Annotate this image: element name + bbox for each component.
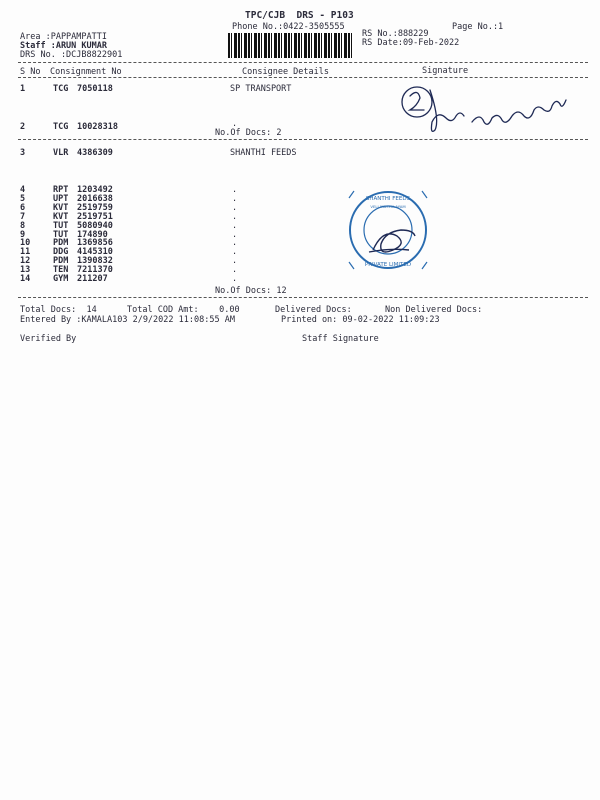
svg-text:PRIVATE LIMITED: PRIVATE LIMITED bbox=[364, 262, 412, 268]
divider bbox=[18, 62, 588, 63]
docs-count: No.Of Docs: 2 bbox=[215, 128, 282, 138]
row-sno: 8 bbox=[20, 220, 26, 231]
row-code: DDG bbox=[53, 247, 69, 258]
document-title: TPC/CJB DRS - P103 bbox=[245, 10, 354, 21]
row-code: PDM bbox=[53, 256, 69, 267]
row-sno: 2 bbox=[20, 122, 26, 132]
row-sno: 3 bbox=[20, 148, 26, 158]
row-number: 4145310 bbox=[77, 247, 113, 258]
row-sno: 1 bbox=[20, 84, 26, 94]
area-label: Area :PAPPAMPATTI bbox=[20, 32, 107, 42]
row-code: TUT bbox=[53, 220, 69, 231]
docs-count: No.Of Docs: 12 bbox=[215, 286, 287, 296]
row-number: 1369856 bbox=[77, 238, 113, 249]
verified-by: Verified By bbox=[20, 334, 77, 344]
row-sno: 4 bbox=[20, 185, 26, 195]
row-sno: 13 bbox=[20, 265, 31, 276]
divider bbox=[18, 297, 588, 298]
row-number: 5080940 bbox=[77, 220, 113, 231]
drs-number: DRS No. :DCJB8822901 bbox=[20, 50, 123, 60]
row-code: RPT bbox=[53, 185, 69, 195]
row-sno: 11 bbox=[20, 247, 31, 258]
row-code: TUT bbox=[53, 229, 69, 240]
row-dot: . bbox=[232, 256, 238, 267]
row-number: 4386309 bbox=[77, 148, 113, 158]
row-code: TEN bbox=[53, 265, 69, 276]
rs-number: RS No.:888229 bbox=[362, 29, 429, 39]
phone-number: Phone No.:0422-3505555 bbox=[232, 22, 345, 32]
row-sno: 14 bbox=[20, 274, 31, 284]
row-dot: . bbox=[232, 247, 238, 258]
consignee-name: SHANTHI FEEDS bbox=[230, 148, 297, 158]
row-sno: 9 bbox=[20, 229, 26, 240]
row-number: 7050118 bbox=[77, 84, 113, 94]
entered-by: Entered By :KAMALA103 2/9/2022 11:08:55 AM bbox=[20, 315, 235, 325]
total-cod: Total COD Amt: 0.00 bbox=[127, 305, 240, 315]
row-dot: . bbox=[232, 274, 238, 284]
page-number: Page No.:1 bbox=[452, 22, 504, 32]
printed-on: Printed on: 09-02-2022 11:09:23 bbox=[281, 315, 440, 325]
row-number: 1203492 bbox=[77, 185, 113, 195]
delivered-docs: Delivered Docs: bbox=[275, 305, 352, 315]
row-sno: 12 bbox=[20, 256, 31, 267]
row-number: 10028318 bbox=[77, 122, 118, 132]
row-code: KVT bbox=[53, 202, 69, 213]
row-dot: . bbox=[232, 193, 238, 204]
row-number: 2519751 bbox=[77, 211, 113, 222]
row-number: 1390832 bbox=[77, 256, 113, 267]
handwritten-signature bbox=[392, 82, 592, 142]
row-dot: . bbox=[232, 185, 238, 195]
divider bbox=[18, 77, 588, 78]
svg-text:SHANTHI FEEDS: SHANTHI FEEDS bbox=[365, 196, 411, 202]
row-dot: . bbox=[232, 238, 238, 249]
row-number: 7211370 bbox=[77, 265, 113, 276]
row-dot: . bbox=[232, 265, 238, 276]
staff-label: Staff :ARUN KUMAR bbox=[20, 41, 107, 51]
row-dot: . bbox=[232, 119, 238, 129]
barcode bbox=[228, 33, 354, 58]
row-code: VLR bbox=[53, 148, 69, 158]
row-code: PDM bbox=[53, 238, 69, 249]
row-number: 2016638 bbox=[77, 193, 113, 204]
row-dot: . bbox=[232, 202, 238, 213]
row-dot: . bbox=[232, 211, 238, 222]
row-number: 174890 bbox=[77, 229, 108, 240]
non-delivered-docs: Non Delivered Docs: bbox=[385, 305, 483, 315]
row-sno: 6 bbox=[20, 202, 26, 213]
row-sno: 7 bbox=[20, 211, 26, 222]
svg-text:VELLIYAMPALAYAM: VELLIYAMPALAYAM bbox=[370, 204, 406, 209]
row-sno: 5 bbox=[20, 193, 26, 204]
col-signature: Signature bbox=[422, 66, 469, 76]
row-code: GYM bbox=[53, 274, 69, 284]
col-consignee: Consignee Details bbox=[242, 67, 329, 77]
row-dot: . bbox=[232, 229, 238, 240]
row-code: KVT bbox=[53, 211, 69, 222]
row-sno: 10 bbox=[20, 238, 31, 249]
total-docs: Total Docs: 14 bbox=[20, 305, 97, 315]
col-consignment: Consignment No bbox=[50, 67, 122, 77]
row-dot: . bbox=[232, 220, 238, 231]
row-number: 2519759 bbox=[77, 202, 113, 213]
row-code: TCG bbox=[53, 84, 69, 94]
stamp-signature bbox=[365, 222, 425, 258]
row-code: TCG bbox=[53, 122, 69, 132]
row-number: 211207 bbox=[77, 274, 108, 284]
col-sno: S No bbox=[20, 67, 41, 77]
rs-date: RS Date:09-Feb-2022 bbox=[362, 38, 460, 48]
consignee-name: SP TRANSPORT bbox=[230, 84, 292, 94]
staff-signature: Staff Signature bbox=[302, 334, 379, 344]
row-code: UPT bbox=[53, 193, 69, 204]
